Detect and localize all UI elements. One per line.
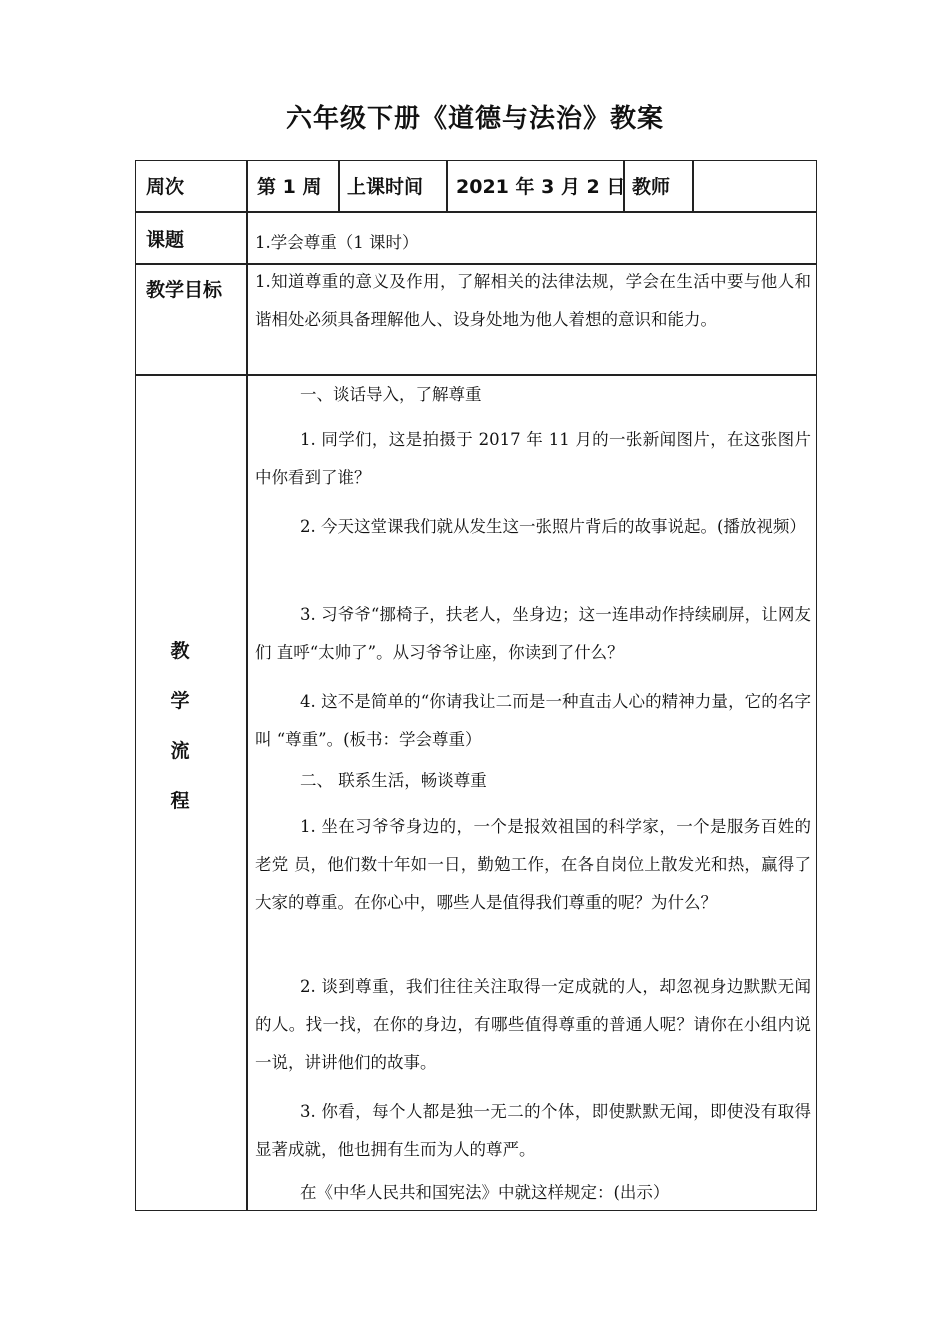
topic-value: 1.学会尊重（1 课时） [255, 233, 419, 252]
column-divider [692, 160, 694, 211]
column-divider [338, 160, 340, 211]
process-paragraph: 2. 谈到尊重，我们往往关注取得一定成就的人，却忽视身边默默无闻的人。找一找，在你的身边，有哪些值得尊重的普通人呢？请你在小组内说一说，讲讲他们的故事。 [255, 977, 811, 1072]
week-value: 第 1 周 [257, 176, 322, 198]
row-divider [135, 211, 817, 213]
process-paragraph: 2. 今天这堂课我们就从发生这一张照片背后的故事说起。(播放视频） [300, 517, 806, 536]
process-label-char: 教 [170, 640, 190, 662]
process-label-char: 程 [170, 790, 190, 812]
class-time-label: 上课时间 [347, 176, 424, 198]
process-paragraph: 3. 你看，每个人都是独一无二的个体，即使默默无闻，即使没有取得显著成就，他也拥有生而为人的尊严。 [255, 1102, 811, 1159]
teacher-label: 教师 [632, 176, 671, 198]
process-paragraph: 1. 坐在习爷爷身边的，一个是报效祖国的科学家，一个是服务百姓的老党 员，他们数十年如一日，勤勉工作，在各自岗位上散发光和热，赢得了大家的尊重。在你心中，哪些人是值得我们尊重的呢？为什么？ [255, 817, 811, 912]
process-label-char: 学 [170, 690, 190, 712]
topic-label: 课题 [146, 229, 185, 251]
process-label-char: 流 [170, 740, 190, 762]
process-paragraph: 在《中华人民共和国宪法》中就这样规定：(出示） [300, 1183, 670, 1202]
process-paragraph: 4. 这不是简单的“你请我让二而是一种直击人心的精神力量，它的名字叫 “尊重”。(板书：学会尊重） [255, 692, 811, 749]
process-paragraph: 3. 习爷爷“挪椅子，扶老人，坐身边；这一连串动作持续刷屏，让网友们 直呼“太帅了”。从习爷爷让座，你读到了什么？ [255, 605, 811, 662]
document-title: 六年级下册《道德与法治》教案 [285, 104, 664, 134]
section-heading: 一、谈话导入，了解尊重 [300, 385, 482, 404]
column-divider [246, 160, 248, 1211]
objectives-text: 1.知道尊重的意义及作用，了解相关的法律法规，学会在生活中要与他人和谐相处必须具备理解他人、设身处地为他人着想的意识和能力。 [255, 272, 811, 329]
class-time-value: 2021 年 3 月 2 日 [456, 176, 626, 198]
objectives-label: 教学目标 [146, 279, 223, 301]
week-label: 周次 [146, 176, 185, 198]
section-heading: 二、 联系生活，畅谈尊重 [300, 771, 487, 790]
process-paragraph: 1. 同学们，这是拍摄于 2017 年 11 月的一张新闻图片，在这张图片中你看到了谁？ [255, 430, 811, 487]
column-divider [446, 160, 448, 211]
